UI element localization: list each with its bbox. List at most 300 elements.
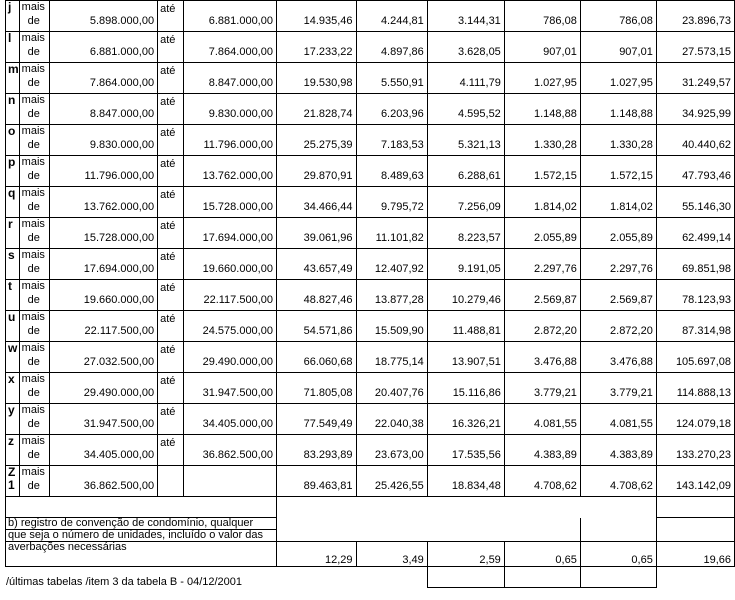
table-row — [6, 218, 735, 249]
value-cell — [356, 311, 427, 342]
range-prefix-cell — [19, 125, 49, 156]
totals-row — [6, 542, 735, 567]
value: 4.708,62 — [610, 480, 653, 492]
row-letter-cell — [6, 32, 20, 63]
range-to-cell — [183, 435, 276, 466]
range-to-cell — [183, 342, 276, 373]
range-prefix-cell — [19, 63, 49, 94]
range-to: 6.881.000,00 — [208, 15, 273, 27]
row-letter-cell — [6, 311, 20, 342]
value-cell — [276, 187, 356, 218]
de-label: de — [27, 201, 40, 213]
range-to: 9.830.000,00 — [208, 108, 273, 120]
range-from: 31.947.500,00 — [83, 418, 155, 430]
fee-table — [5, 0, 735, 588]
value-cell — [276, 311, 356, 342]
range-to-cell — [183, 249, 276, 280]
range-to-cell — [183, 280, 276, 311]
row-letter-cell — [6, 125, 20, 156]
value-cell — [504, 404, 580, 435]
value-cell — [580, 342, 656, 373]
table-row — [6, 249, 735, 280]
value: 4.244,81 — [380, 15, 424, 27]
value: 3.779,21 — [534, 387, 577, 399]
value: 1.148,88 — [610, 108, 653, 120]
blank-row — [6, 497, 735, 518]
range-prefix-cell — [19, 373, 49, 404]
de-label: de — [27, 418, 40, 430]
total-value: 3,49 — [356, 542, 427, 567]
de-label: de — [27, 263, 40, 275]
value-cell — [656, 435, 734, 466]
value-cell — [276, 373, 356, 404]
ate-label: até — [160, 282, 176, 294]
range-from-cell — [49, 63, 158, 94]
value: 19.530,98 — [303, 77, 353, 89]
table-row — [6, 373, 735, 404]
value-cell — [504, 342, 580, 373]
value-cell — [656, 466, 734, 497]
mais-label: mais — [21, 94, 45, 106]
value: 9.191,05 — [457, 263, 501, 275]
range-from-cell — [49, 187, 158, 218]
value: 1.330,28 — [534, 139, 577, 151]
range-prefix-cell — [19, 218, 49, 249]
value-cell — [276, 32, 356, 63]
value-cell — [356, 187, 427, 218]
row-letter: z — [8, 434, 14, 448]
row-letter-cell — [6, 249, 20, 280]
value: 2.872,20 — [534, 325, 577, 337]
de-label: de — [27, 480, 40, 492]
value: 7.256,09 — [457, 201, 501, 213]
row-letter: j — [8, 0, 12, 14]
mais-label: mais — [21, 125, 45, 137]
value: 13.877,28 — [374, 294, 424, 306]
ate-label: até — [160, 3, 176, 15]
de-label: de — [27, 449, 40, 461]
value-cell — [427, 218, 504, 249]
value: 48.827,46 — [303, 294, 353, 306]
range-ate-cell — [158, 466, 184, 497]
blank-cell — [6, 497, 277, 518]
range-prefix-cell — [19, 156, 49, 187]
value: 20.407,76 — [374, 387, 424, 399]
range-to-cell — [183, 187, 276, 218]
range-ate-cell — [158, 435, 184, 466]
value-cell — [504, 466, 580, 497]
mais-label: mais — [21, 63, 45, 75]
value-cell — [580, 404, 656, 435]
row-letter-cell — [6, 280, 20, 311]
de-label: de — [27, 108, 40, 120]
range-to-cell — [183, 218, 276, 249]
value-cell — [656, 63, 734, 94]
ate-label: até — [160, 65, 176, 77]
range-ate-cell — [158, 218, 184, 249]
value-cell — [504, 280, 580, 311]
mais-label: mais — [21, 1, 45, 13]
de-label: de — [27, 46, 40, 58]
note-line-2: que seja o número de unidades, incluído o valor das — [6, 530, 277, 542]
range-prefix-cell — [19, 466, 49, 497]
value: 15.509,90 — [374, 325, 424, 337]
range-from-cell — [49, 218, 158, 249]
value-cell — [580, 156, 656, 187]
row-letter-cell — [6, 466, 20, 497]
value: 27.573,15 — [682, 46, 731, 58]
range-prefix-cell — [19, 342, 49, 373]
value: 4.383,89 — [534, 449, 577, 461]
row-letter: p — [8, 155, 16, 169]
range-prefix-cell — [19, 280, 49, 311]
row-letter: t — [8, 279, 12, 293]
note-row — [6, 518, 735, 530]
value-cell — [504, 125, 580, 156]
value-cell — [656, 373, 734, 404]
range-prefix-cell — [19, 1, 49, 32]
value-cell — [427, 156, 504, 187]
range-from-cell — [49, 94, 158, 125]
value: 69.851,98 — [682, 263, 731, 275]
value-cell — [504, 311, 580, 342]
value: 13.907,51 — [451, 356, 501, 368]
value-cell — [504, 94, 580, 125]
table-row — [6, 342, 735, 373]
value-cell — [356, 342, 427, 373]
row-letter-cell — [6, 373, 20, 404]
value: 17.535,56 — [451, 449, 501, 461]
value: 54.571,86 — [303, 325, 353, 337]
range-ate-cell — [158, 311, 184, 342]
value: 4.708,62 — [534, 480, 577, 492]
value-cell — [656, 1, 734, 32]
value: 3.476,88 — [610, 356, 653, 368]
value: 1.330,28 — [610, 139, 653, 151]
value-cell — [580, 187, 656, 218]
value: 4.595,52 — [457, 108, 501, 120]
range-prefix-cell — [19, 435, 49, 466]
table-row — [6, 311, 735, 342]
mais-label: mais — [21, 404, 45, 416]
value: 9.795,72 — [380, 201, 424, 213]
value-cell — [356, 94, 427, 125]
value-cell — [356, 435, 427, 466]
range-to-cell — [183, 32, 276, 63]
value-cell — [356, 404, 427, 435]
value-cell — [356, 218, 427, 249]
value: 786,08 — [619, 15, 653, 27]
range-from-cell — [49, 280, 158, 311]
range-to: 11.796.000,00 — [203, 139, 273, 151]
range-ate-cell — [158, 94, 184, 125]
value: 2.055,89 — [534, 232, 577, 244]
range-from: 8.847.000,00 — [89, 108, 155, 120]
value: 1.572,15 — [610, 170, 653, 182]
value-cell — [504, 435, 580, 466]
range-to: 8.847.000,00 — [208, 77, 273, 89]
ate-label: até — [160, 313, 176, 325]
range-from: 7.864.000,00 — [89, 77, 155, 89]
row-letter: q — [8, 186, 16, 200]
mais-label: mais — [21, 156, 45, 168]
range-to: 22.117.500,00 — [203, 294, 273, 306]
row-letter: o — [8, 124, 16, 138]
value-cell — [356, 373, 427, 404]
row-letter-cell — [6, 156, 20, 187]
range-to: 17.694.000,00 — [202, 232, 273, 244]
value: 43.657,49 — [303, 263, 353, 275]
de-label: de — [27, 356, 40, 368]
value: 114.888,13 — [676, 387, 731, 399]
mais-label: mais — [21, 32, 45, 44]
range-to: 29.490.000,00 — [202, 356, 273, 368]
range-from: 34.405.000,00 — [83, 449, 155, 461]
value-cell — [356, 466, 427, 497]
mais-label: mais — [21, 342, 45, 354]
range-from-cell — [49, 1, 158, 32]
row-letter: w — [8, 341, 18, 355]
range-to: 31.947.500,00 — [202, 387, 273, 399]
value: 14.935,46 — [303, 15, 353, 27]
value-cell — [580, 94, 656, 125]
value-cell — [427, 404, 504, 435]
value-cell — [427, 32, 504, 63]
de-label: de — [27, 325, 40, 337]
total-value: 2,59 — [427, 542, 504, 567]
value: 143.142,09 — [675, 480, 731, 492]
value-cell — [656, 218, 734, 249]
value: 34.466,44 — [303, 201, 353, 213]
mais-label: mais — [21, 466, 45, 478]
note-row — [6, 530, 735, 542]
range-to-cell — [183, 125, 276, 156]
value: 89.463,81 — [303, 480, 353, 492]
total-value: 19,66 — [656, 542, 734, 567]
row-letter: l — [8, 31, 12, 45]
range-from: 13.762.000,00 — [83, 201, 155, 213]
value-cell — [356, 249, 427, 280]
value-cell — [276, 342, 356, 373]
value: 133.270,23 — [675, 449, 731, 461]
value: 2.297,76 — [610, 263, 653, 275]
value-cell — [356, 1, 427, 32]
ate-label: até — [160, 251, 176, 263]
value: 1.814,02 — [610, 201, 653, 213]
value: 78.123,93 — [682, 294, 731, 306]
value-cell — [504, 249, 580, 280]
value-cell — [504, 187, 580, 218]
table-row — [6, 466, 735, 497]
de-label: de — [27, 15, 40, 27]
value-cell — [504, 156, 580, 187]
value-cell — [276, 156, 356, 187]
value-cell — [427, 342, 504, 373]
value: 2.569,87 — [534, 294, 577, 306]
table-row — [6, 32, 735, 63]
value: 17.233,22 — [303, 46, 353, 58]
range-prefix-cell — [19, 311, 49, 342]
value-cell — [356, 280, 427, 311]
value-cell — [276, 94, 356, 125]
row-letter-cell — [6, 404, 20, 435]
row-letter: s — [8, 248, 15, 262]
range-from: 5.898.000,00 — [89, 15, 155, 27]
range-ate-cell — [158, 342, 184, 373]
table-row — [6, 435, 735, 466]
row-letter-cell — [6, 1, 20, 32]
range-from-cell — [49, 311, 158, 342]
value: 6.288,61 — [457, 170, 501, 182]
value: 47.793,46 — [682, 170, 731, 182]
de-label: de — [27, 294, 40, 306]
row-letter-cell — [6, 94, 20, 125]
row-letter: y — [8, 403, 15, 417]
value: 11.488,81 — [452, 325, 501, 337]
value: 3.628,05 — [457, 46, 501, 58]
ate-label: até — [160, 34, 176, 46]
value-cell — [580, 466, 656, 497]
value-cell — [356, 156, 427, 187]
value: 3.144,31 — [457, 15, 501, 27]
row-letter: Z 1 — [8, 465, 16, 492]
range-to-cell — [183, 63, 276, 94]
row-letter-cell — [6, 63, 20, 94]
range-to-cell — [183, 373, 276, 404]
ate-label: até — [160, 220, 176, 232]
range-from: 17.694.000,00 — [83, 263, 155, 275]
value: 124.079,18 — [675, 418, 731, 430]
value: 907,01 — [543, 46, 577, 58]
value-cell — [276, 125, 356, 156]
value: 4.111,79 — [459, 77, 501, 89]
range-ate-cell — [158, 1, 184, 32]
range-to: 19.660.000,00 — [202, 263, 273, 275]
value-cell — [356, 125, 427, 156]
value: 1.572,15 — [534, 170, 577, 182]
value: 39.061,96 — [303, 232, 353, 244]
value: 25.275,39 — [303, 139, 353, 151]
value-cell — [276, 280, 356, 311]
row-letter: m — [8, 62, 19, 76]
row-letter: r — [8, 217, 13, 231]
range-to: 15.728.000,00 — [202, 201, 273, 213]
mais-label: mais — [21, 435, 45, 447]
value: 1.027,95 — [534, 77, 577, 89]
ate-label: até — [160, 158, 176, 170]
note-line-1: b) registro de convenção de condomínio, qualquer — [6, 518, 277, 530]
range-from-cell — [49, 125, 158, 156]
range-from-cell — [49, 249, 158, 280]
value-cell — [656, 32, 734, 63]
value-cell — [504, 32, 580, 63]
de-label: de — [27, 170, 40, 182]
table-row — [6, 280, 735, 311]
value-cell — [580, 373, 656, 404]
range-to-cell — [183, 1, 276, 32]
value-cell — [276, 218, 356, 249]
value: 2.055,89 — [610, 232, 653, 244]
value: 105.697,08 — [675, 356, 731, 368]
value: 8.489,63 — [380, 170, 424, 182]
value: 25.426,55 — [374, 480, 424, 492]
value-cell — [656, 249, 734, 280]
value: 22.040,38 — [374, 418, 424, 430]
de-label: de — [27, 77, 40, 89]
value: 23.673,00 — [374, 449, 424, 461]
value-cell — [656, 156, 734, 187]
value-cell — [656, 404, 734, 435]
ate-label: até — [160, 375, 176, 387]
range-from: 36.862.500,00 — [83, 480, 155, 492]
value: 10.279,46 — [451, 294, 501, 306]
value: 62.499,14 — [682, 232, 731, 244]
value: 40.440,62 — [682, 139, 731, 151]
value-cell — [276, 435, 356, 466]
value: 5.321,13 — [457, 139, 501, 151]
total-value: 0,65 — [580, 542, 656, 567]
mais-label: mais — [21, 218, 45, 230]
value: 11.101,82 — [375, 232, 424, 244]
row-letter: u — [8, 310, 16, 324]
footnote: /últimas tabelas /item 3 da tabela B - 04/12/2001 — [6, 576, 243, 588]
range-to: 24.575.000,00 — [202, 325, 273, 337]
value: 29.870,91 — [303, 170, 353, 182]
value: 18.775,14 — [374, 356, 424, 368]
note-line-3: averbações necessárias — [6, 542, 277, 567]
value: 3.779,21 — [610, 387, 653, 399]
value: 2.872,20 — [610, 325, 653, 337]
value-cell — [504, 1, 580, 32]
value-cell — [580, 1, 656, 32]
ate-label: até — [160, 96, 176, 108]
table-row — [6, 125, 735, 156]
value-cell — [276, 1, 356, 32]
value: 71.805,08 — [303, 387, 353, 399]
ate-label: até — [160, 344, 176, 356]
range-from: 22.117.500,00 — [84, 325, 155, 337]
range-ate-cell — [158, 32, 184, 63]
value-cell — [580, 435, 656, 466]
value: 6.203,96 — [380, 108, 424, 120]
value-cell — [276, 466, 356, 497]
value-cell — [504, 218, 580, 249]
value-cell — [656, 280, 734, 311]
value: 3.476,88 — [534, 356, 577, 368]
range-from: 6.881.000,00 — [89, 46, 155, 58]
value: 87.314,98 — [682, 325, 731, 337]
de-label: de — [27, 139, 40, 151]
value: 83.293,89 — [303, 449, 353, 461]
value: 7.183,53 — [380, 139, 424, 151]
range-ate-cell — [158, 156, 184, 187]
row-letter-cell — [6, 342, 20, 373]
table-row — [6, 187, 735, 218]
range-from-cell — [49, 404, 158, 435]
table-row — [6, 156, 735, 187]
range-from-cell — [49, 156, 158, 187]
value: 31.249,57 — [682, 77, 731, 89]
value-cell — [656, 187, 734, 218]
value-cell — [580, 311, 656, 342]
range-from: 27.032.500,00 — [83, 356, 155, 368]
value-cell — [276, 404, 356, 435]
value: 23.896,73 — [682, 15, 731, 27]
value: 15.116,86 — [452, 387, 501, 399]
row-letter: n — [8, 93, 16, 107]
range-prefix-cell — [19, 94, 49, 125]
value-cell — [427, 280, 504, 311]
